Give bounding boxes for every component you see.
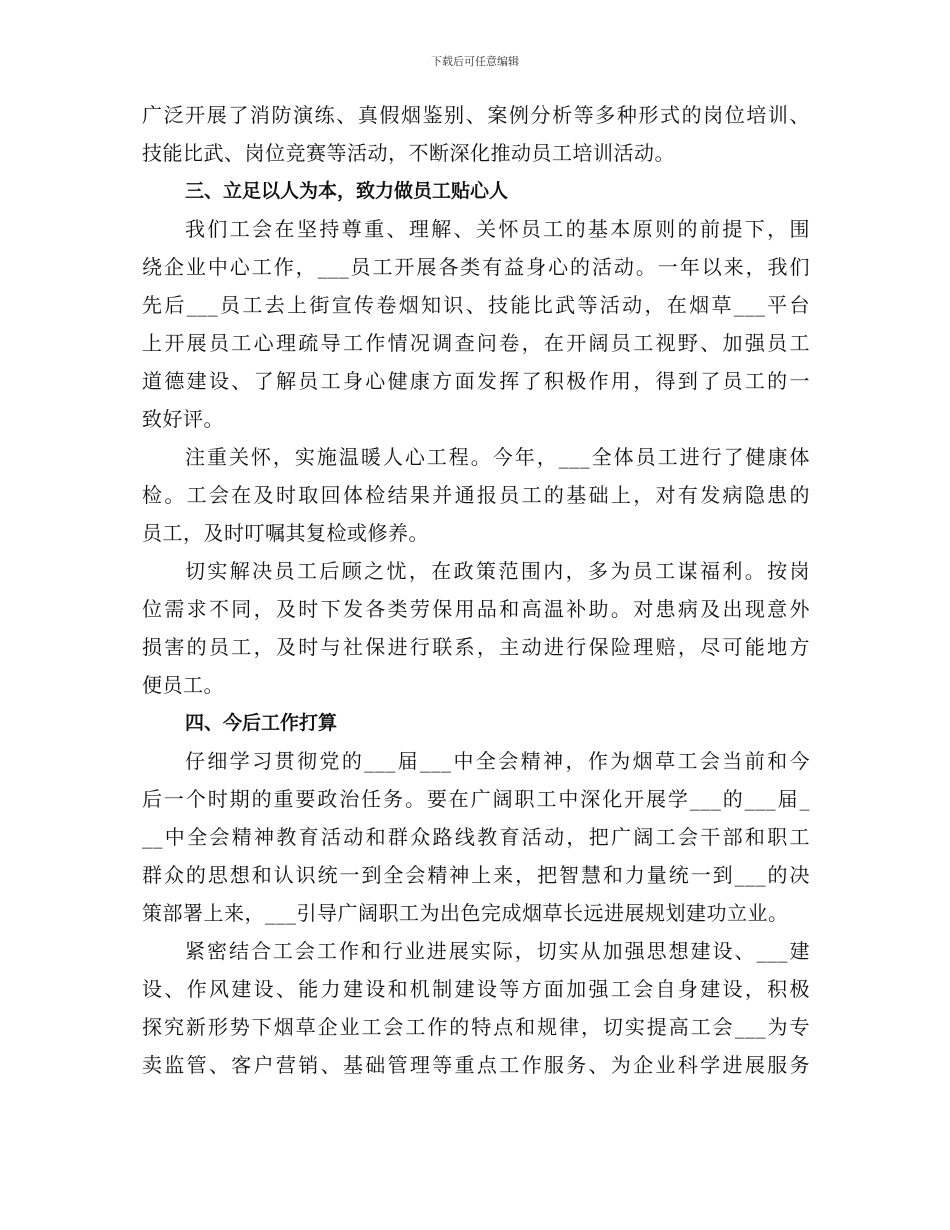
paragraph-line: 道德建设、了解员工身心健康方面发挥了积极作用，得到了员工的一: [142, 369, 810, 393]
paragraph-line: 设、作风建设、能力建设和机制建设等方面加强工会自身建设，积极: [142, 977, 810, 1001]
paragraph-line: 注重关怀，实施温暖人心工程。今年，___全体员工进行了健康体: [185, 445, 810, 469]
paragraph-line: 绕企业中心工作，___员工开展各类有益身心的活动。一年以来，我们: [142, 255, 810, 279]
paragraph-line: 致好评。: [142, 407, 224, 431]
paragraph-line: 后一个时期的重要政治任务。要在广阔职工中深化开展学___的___届_: [142, 787, 810, 811]
paragraph-line: 策部署上来，___引导广阔职工为出色完成烟草长远进展规划建功立业。: [142, 901, 789, 925]
paragraph-line: 紧密结合工会工作和行业进展实际，切实从加强思想建设、___建: [185, 939, 810, 963]
paragraph-line: 先后___员工去上街宣传卷烟知识、技能比武等活动，在烟草___平台: [142, 293, 810, 317]
paragraph-line: 我们工会在坚持尊重、理解、关怀员工的基本原则的前提下，围: [185, 217, 810, 241]
section-heading-4: 四、今后工作打算: [185, 712, 338, 734]
page-header: 下载后可任意编辑: [431, 55, 519, 68]
paragraph-line: 仔细学习贯彻党的___届___中全会精神，作为烟草工会当前和今: [185, 749, 810, 773]
document-body: [142, 96, 810, 1084]
paragraph-line: __中全会精神教育活动和群众路线教育活动，把广阔工会干部和职工: [142, 825, 810, 849]
paragraph-line: 位需求不同，及时下发各类劳保用品和高温补助。对患病及出现意外: [142, 597, 810, 621]
paragraph-line: 群众的思想和认识统一到全会精神上来，把智慧和力量统一到___的决: [142, 863, 810, 887]
paragraph-line: 广泛开展了消防演练、真假烟鉴别、案例分析等多种形式的岗位培训、: [142, 103, 810, 127]
paragraph-line: 损害的员工，及时与社保进行联系，主动进行保险理赔，尽可能地方: [142, 635, 810, 659]
paragraph-line: 卖监管、客户营销、基础管理等重点工作服务、为企业科学进展服务: [142, 1053, 810, 1077]
paragraph-line: 检。工会在及时取回体检结果并通报员工的基础上，对有发病隐患的: [142, 483, 810, 507]
section-heading-3: 三、立足以人为本，致力做员工贴心人: [185, 180, 509, 202]
paragraph-line: 上开展员工心理疏导工作情况调查问卷，在开阔员工视野、加强员工: [142, 331, 810, 355]
paragraph-line: 便员工。: [142, 673, 224, 697]
paragraph-line: 探究新形势下烟草企业工会工作的特点和规律，切实提高工会___为专: [142, 1015, 810, 1039]
paragraph-line: 技能比武、岗位竞赛等活动，不断深化推动员工培训活动。: [142, 141, 675, 165]
paragraph-line: 切实解决员工后顾之忧，在政策范围内，多为员工谋福利。按岗: [185, 559, 810, 583]
paragraph-line: 员工，及时叮嘱其复检或修养。: [142, 521, 429, 545]
